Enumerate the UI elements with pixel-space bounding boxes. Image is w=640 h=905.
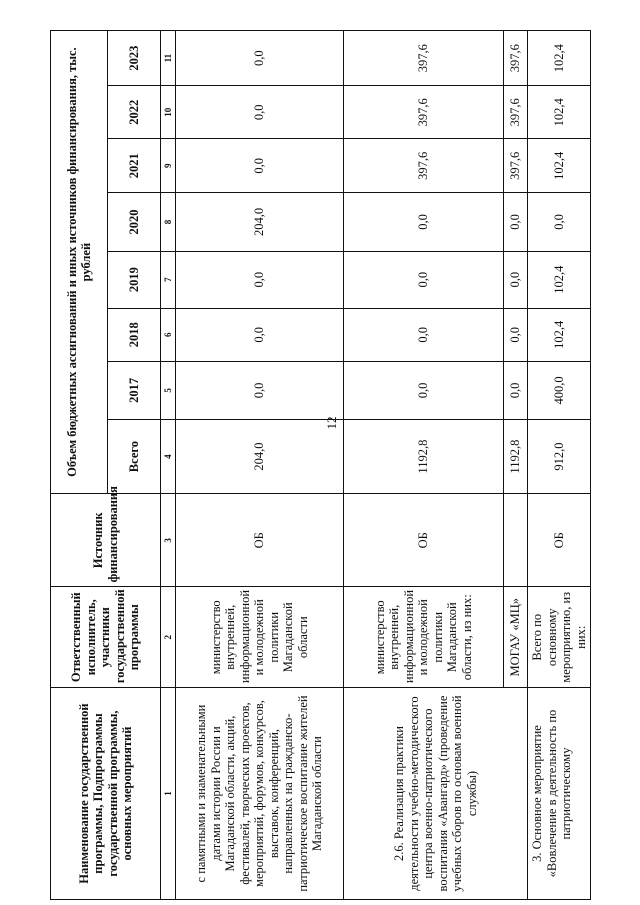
measure-name: 2.6. Реализация практики деятельности учебно-методического центра военно-патриотического воспитания «Авангард» (проведение учебных сборов по основам военной службы) xyxy=(344,688,528,900)
value-2017: 0,0 xyxy=(344,361,504,419)
page-number: 12 xyxy=(324,416,339,430)
funding-table xyxy=(50,30,591,900)
column-number: 5 xyxy=(161,361,176,419)
header-executor: Ответственный исполнитель, участники государственной программы xyxy=(51,587,161,688)
funding-source: ОБ xyxy=(344,494,504,587)
value-2019: 0,0 xyxy=(176,251,344,308)
value-2018: 0,0 xyxy=(504,308,528,361)
value-2021: 397,6 xyxy=(344,139,504,193)
executor: Всего по основному мероприятию, из них: xyxy=(528,587,591,688)
value-2020: 204,0 xyxy=(176,193,344,251)
value-2019: 0,0 xyxy=(504,251,528,308)
value-2022: 102,4 xyxy=(528,86,591,139)
funding-source: ОБ xyxy=(528,494,591,587)
value-2017: 0,0 xyxy=(504,361,528,419)
value-2022: 0,0 xyxy=(176,86,344,139)
value-2021: 102,4 xyxy=(528,139,591,193)
header-total: Всего xyxy=(108,420,161,494)
header-year: 2022 xyxy=(108,86,161,139)
column-number: 4 xyxy=(161,420,176,494)
header-row-1 xyxy=(51,31,108,900)
header-year: 2017 xyxy=(108,361,161,419)
value-2019: 0,0 xyxy=(344,251,504,308)
value-2018: 102,4 xyxy=(528,308,591,361)
value-2018: 0,0 xyxy=(344,308,504,361)
table-row xyxy=(344,31,504,900)
value-total: 1192,8 xyxy=(504,420,528,494)
column-number: 6 xyxy=(161,308,176,361)
value-total: 204,0 xyxy=(176,420,344,494)
measure-name: 3. Основное мероприятие «Вовлечение в деятельность по патриотическому xyxy=(528,688,591,900)
column-number: 1 xyxy=(161,688,176,900)
measure-name: с памятными и знаменательными датами истории России и Магаданской области, акций, фестивалей, творческих проектов, мероприятий, форумов, конкурсов, выставок, конференций, направленных на гражданско-патриотическое воспитание жителей Магаданской области xyxy=(176,688,344,900)
value-2019: 102,4 xyxy=(528,251,591,308)
header-funding-source: Источник финансирования xyxy=(51,494,161,587)
value-total: 1192,8 xyxy=(344,420,504,494)
column-number: 11 xyxy=(161,31,176,86)
value-2021: 397,6 xyxy=(504,139,528,193)
header-year: 2021 xyxy=(108,139,161,193)
column-number: 3 xyxy=(161,494,176,587)
column-number: 2 xyxy=(161,587,176,688)
value-2023: 0,0 xyxy=(176,31,344,86)
header-year: 2020 xyxy=(108,193,161,251)
column-number: 7 xyxy=(161,251,176,308)
column-number: 9 xyxy=(161,139,176,193)
header-funding-volume: Объем бюджетных ассигнований и иных источников финансирования, тыс. рублей xyxy=(51,31,108,494)
header-year: 2018 xyxy=(108,308,161,361)
executor: МОГАУ «МЦ» xyxy=(504,587,528,688)
header-year: 2023 xyxy=(108,31,161,86)
value-2018: 0,0 xyxy=(176,308,344,361)
value-total: 912,0 xyxy=(528,420,591,494)
column-number: 8 xyxy=(161,193,176,251)
value-2022: 397,6 xyxy=(504,86,528,139)
header-program-name: Наименование государственной программы, Подпрограммы государственной программы, основных мероприятий xyxy=(51,688,161,900)
value-2022: 397,6 xyxy=(344,86,504,139)
value-2023: 397,6 xyxy=(504,31,528,86)
funding-source: ОБ xyxy=(176,494,344,587)
table-row xyxy=(176,31,344,900)
value-2020: 0,0 xyxy=(528,193,591,251)
value-2021: 0,0 xyxy=(176,139,344,193)
table-row xyxy=(528,31,591,900)
column-numbers-row xyxy=(161,31,176,900)
value-2017: 0,0 xyxy=(176,361,344,419)
executor: министерство внутренней, информационной и молодежной политики Магаданской области xyxy=(176,587,344,688)
rotated-table-container xyxy=(50,30,590,900)
header-year: 2019 xyxy=(108,251,161,308)
column-number: 10 xyxy=(161,86,176,139)
value-2020: 0,0 xyxy=(504,193,528,251)
value-2020: 0,0 xyxy=(344,193,504,251)
executor: министерство внутренней, информационной и молодежной политики Магаданской области, из них: xyxy=(344,587,504,688)
value-2017: 400,0 xyxy=(528,361,591,419)
value-2023: 397,6 xyxy=(344,31,504,86)
funding-source xyxy=(504,494,528,587)
value-2023: 102,4 xyxy=(528,31,591,86)
